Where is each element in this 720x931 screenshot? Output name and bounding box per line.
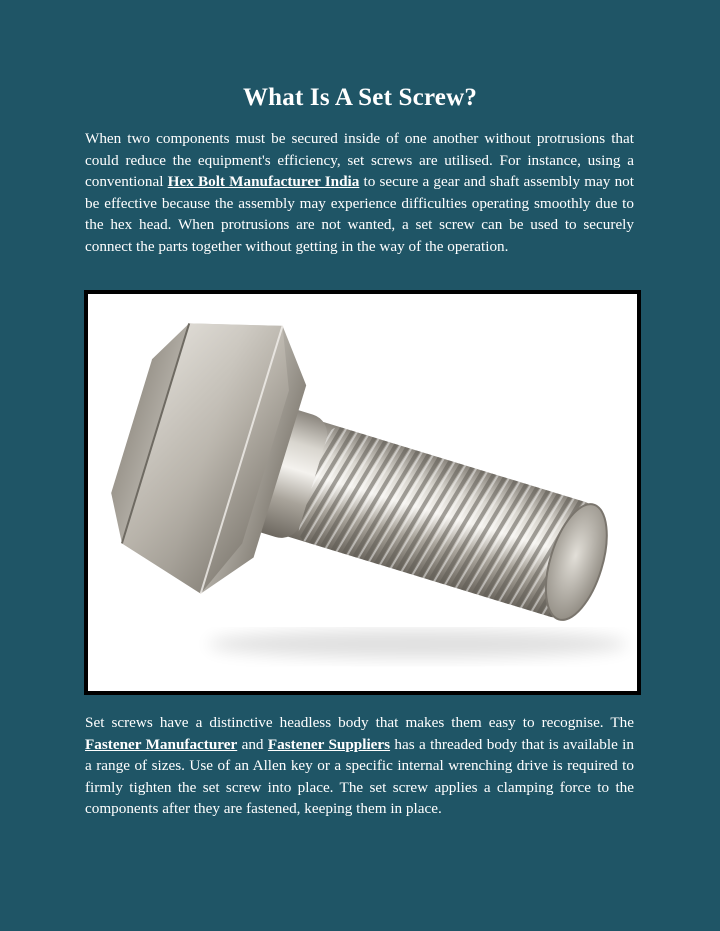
hex-bolt-photo — [88, 294, 637, 691]
details-text-end: has a threaded body that is available in a range of sizes. Use of an Allen key or a specific internal wrenching drive is required to firmly tighten the set screw into place. The set screw applies a clamping force to the components after they are fastened, keeping them in place. — [85, 735, 634, 818]
details-text-start: Set screws have a distinctive headless body that makes them easy to recognise. The — [85, 714, 634, 731]
details-text-and: and — [237, 735, 268, 753]
hex-bolt-icon — [88, 294, 637, 691]
page-title: What Is A Set Screw? — [242, 84, 478, 111]
intro-paragraph — [85, 128, 634, 258]
details-paragraph — [85, 712, 634, 820]
fastener-suppliers-link[interactable]: Fastener Suppliers — [267, 735, 391, 753]
bolt-image-frame — [84, 290, 641, 695]
intro-text-start: When two components must be secured inside of one another without protrusions that could reduce the equipment's efficiency, set screws are utilised. For instance, using a conventional — [85, 130, 634, 191]
fastener-manufacturer-link[interactable]: Fastener Manufacturer — [85, 735, 238, 753]
intro-text-end: to secure a gear and shaft assembly may not be effective because the assembly may experience difficulties operating smoothly due to the hex head. When protrusions are not wanted, a set screw can be used to securely connect the parts together without getting in the way of the operation. — [85, 173, 634, 255]
hex-bolt-manufacturer-link[interactable]: Hex Bolt Manufacturer India — [167, 173, 360, 191]
